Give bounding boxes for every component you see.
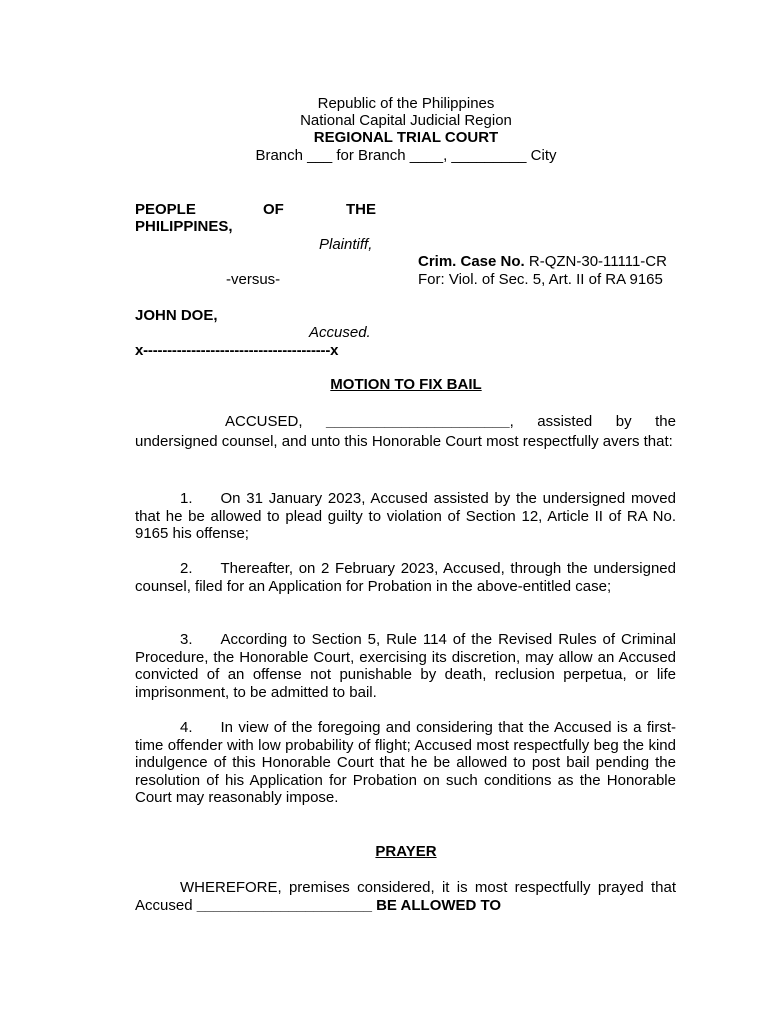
accused-blank: ______________________ [326, 413, 510, 430]
case-number-value: R-QZN-30-11111-CR [528, 253, 667, 270]
paragraph-text: According to Section 5, Rule 114 of the Revised Rules of Criminal Procedure, the Honorable Court, exercising its discretion, may allow an Accused convicted of an offense not punishable by death, reclusion perpetua, or life imprisonment, to be admitted to bail. [135, 631, 676, 701]
prayer-emphasis: BE ALLOWED TO [376, 896, 502, 914]
case-for-line: For: Viol. of Sec. 5, Art. II of RA 9165 [418, 271, 663, 288]
paragraph-3 [135, 631, 676, 701]
intro-prefix: ACCUSED, [225, 413, 303, 430]
paragraph-1 [135, 490, 676, 543]
paragraph-text: Thereafter, on 2 February 2023, Accused, through the undersigned counsel, filed for an Application for Probation in the above-entitled case; [135, 560, 676, 595]
intro-rest: , assisted by the undersigned counsel, and unto this Honorable Court most respectfully avers that: [135, 413, 676, 450]
prayer-paragraph [135, 879, 676, 914]
case-number [418, 253, 667, 270]
court-name: REGIONAL TRIAL COURT [313, 129, 499, 146]
paragraph-text: On 31 January 2023, Accused assisted by the undersigned moved that he be allowed to plead guilty to violation of Section 12, Article II of RA No. 9165 his offense; [135, 490, 676, 542]
case-number-label: Crim. Case No. [418, 253, 525, 270]
paragraph-4 [135, 719, 676, 807]
header-line-region: National Capital Judicial Region [300, 112, 512, 129]
paragraph-number: 2. [180, 560, 193, 577]
motion-title: MOTION TO FIX BAIL [330, 376, 482, 393]
versus-label: -versus- [226, 271, 281, 288]
prayer-text: WHEREFORE, premises considered, it is most respectfully prayed that Accused [135, 879, 676, 914]
party-word-4: PHILIPPINES, [135, 218, 233, 235]
paragraph-number: 3. [180, 631, 193, 648]
plaintiff-label: Plaintiff, [319, 236, 373, 253]
prayer-title: PRAYER [375, 843, 437, 860]
caption-separator: x---------------------------------------x [135, 342, 339, 359]
paragraph-number: 4. [180, 719, 193, 736]
header-line-republic: Republic of the Philippines [317, 95, 495, 112]
intro-paragraph [135, 412, 676, 452]
party-word-2: OF [263, 201, 284, 218]
accused-name: JOHN DOE, [135, 307, 218, 324]
branch-line: Branch ___ for Branch ____, _________ City [255, 147, 557, 164]
party-word-1: PEOPLE [135, 201, 196, 218]
paragraph-number: 1. [180, 490, 193, 507]
accused-label: Accused. [309, 324, 371, 341]
party-word-3: THE [346, 201, 376, 218]
paragraph-2 [135, 560, 676, 595]
prayer-blank: _____________________ [196, 896, 372, 914]
paragraph-text: In view of the foregoing and considering that the Accused is a first-time offender with low probability of flight; Accused most respectfully beg the kind indulgence of this Honorable Court that he be allowed to post bail pending the resolution of his Application for Probation on such conditions as the Honorable Court may reasonably impose. [135, 719, 676, 806]
